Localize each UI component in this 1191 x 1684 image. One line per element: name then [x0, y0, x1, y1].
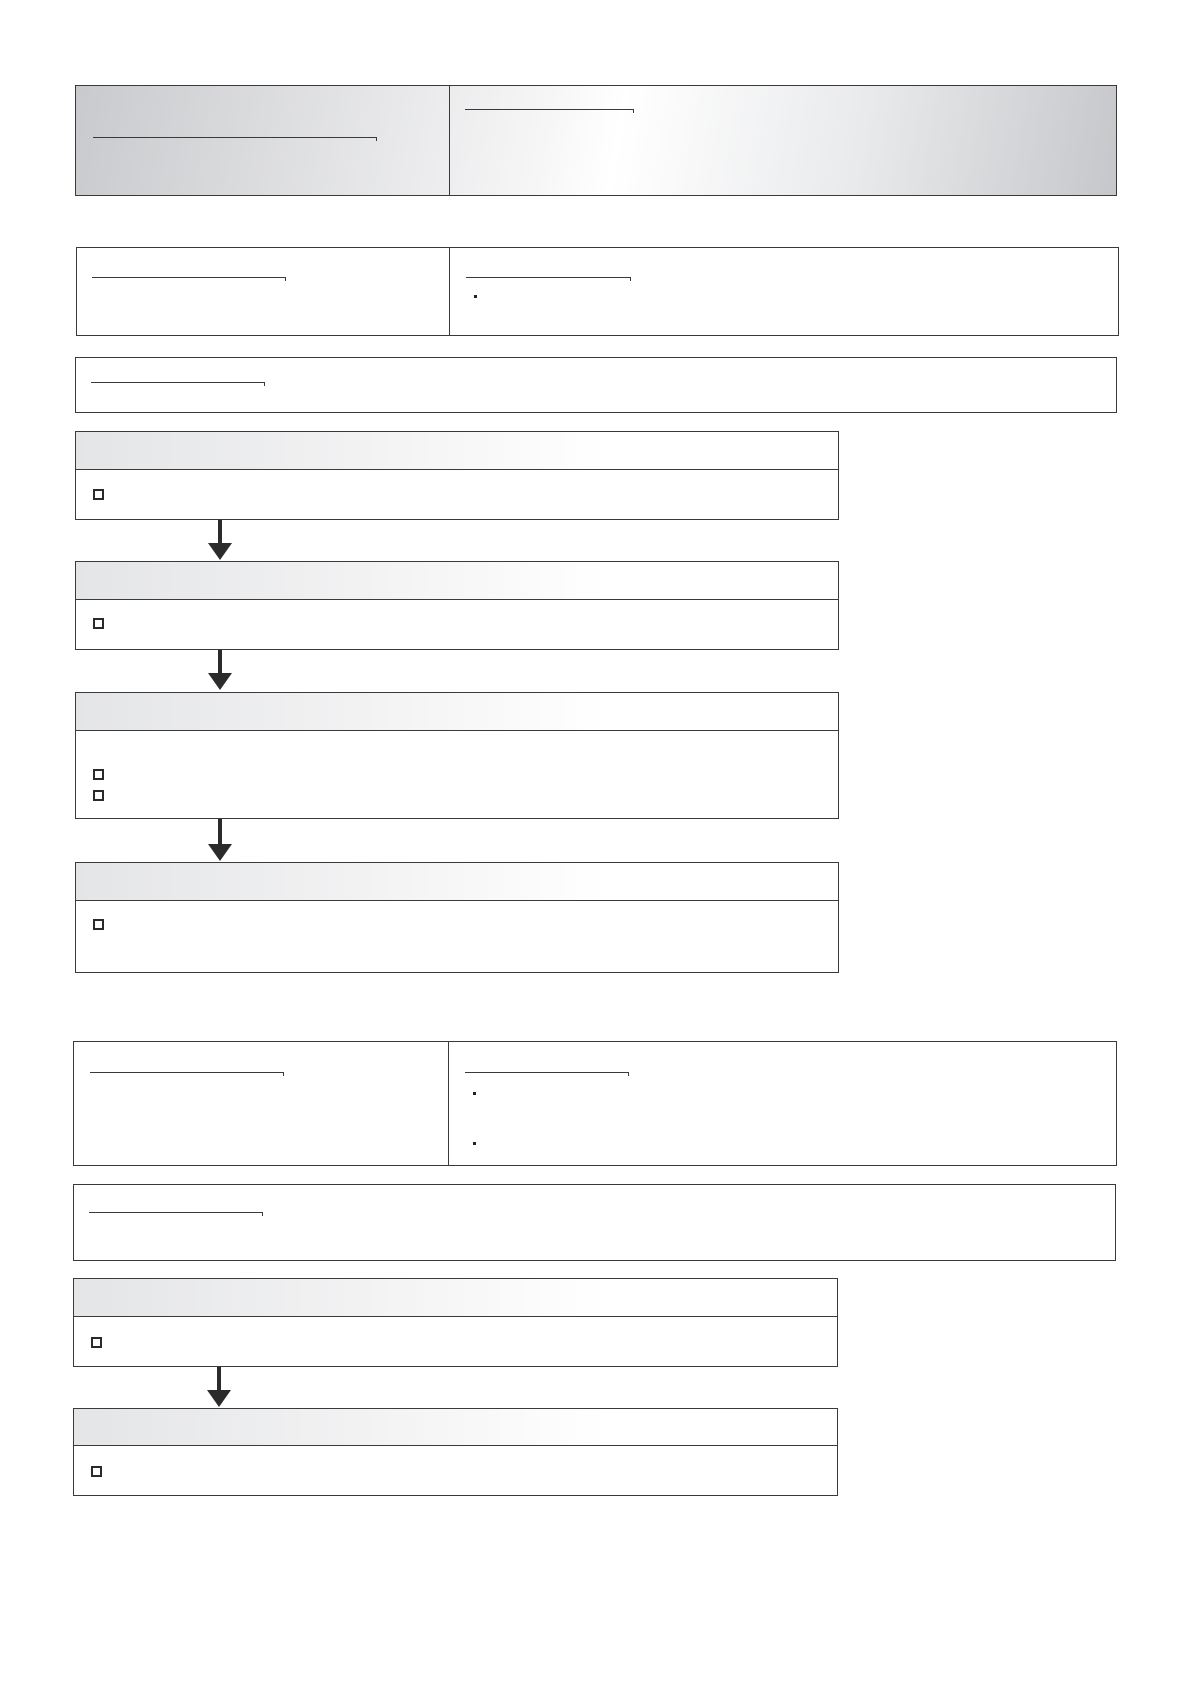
bullet-icon: [473, 1092, 476, 1095]
step-header: [76, 693, 838, 731]
section1-info-box: [76, 247, 1119, 336]
checkbox-icon: [93, 919, 104, 930]
flow-arrow-down-icon: [208, 520, 232, 560]
section1-info-right-rule: [466, 277, 630, 278]
bullet-icon: [474, 295, 477, 298]
section1-step2: [75, 561, 839, 650]
checkbox-icon: [93, 769, 104, 780]
flow-arrow-down-icon: [208, 819, 232, 861]
checkbox-icon: [93, 618, 104, 629]
step-header: [74, 1279, 837, 1317]
flow-arrow-down-icon: [208, 650, 232, 690]
header-left-title-rule: [93, 137, 376, 138]
section2-info-left-rule: [90, 1072, 283, 1073]
section1-step1: [75, 431, 839, 520]
bullet-icon: [473, 1142, 476, 1145]
step-header: [76, 432, 838, 470]
section1-info-divider: [449, 248, 450, 335]
section1-info-left-rule: [92, 277, 285, 278]
section2-summary-box: [73, 1184, 1116, 1261]
section2-summary-rule: [89, 1212, 262, 1213]
section2-step2: [73, 1408, 838, 1496]
checkbox-icon: [91, 1337, 102, 1348]
step-header: [76, 863, 838, 901]
checkbox-icon: [93, 489, 104, 500]
header-divider: [449, 86, 450, 195]
header-panel: [75, 85, 1117, 196]
header-right-title-rule: [465, 109, 633, 110]
step-header: [74, 1409, 837, 1446]
checkbox-icon: [91, 1466, 102, 1477]
step-header: [76, 562, 838, 600]
section2-step1: [73, 1278, 838, 1367]
flow-arrow-down-icon: [207, 1367, 231, 1407]
section2-info-box: [73, 1041, 1117, 1166]
section2-info-right-rule: [465, 1072, 628, 1073]
section1-step4: [75, 862, 839, 973]
section1-summary-box: [75, 357, 1117, 413]
section1-step3: [75, 692, 839, 819]
section2-info-divider: [448, 1042, 449, 1165]
checkbox-icon: [93, 790, 104, 801]
section1-summary-rule: [91, 382, 264, 383]
